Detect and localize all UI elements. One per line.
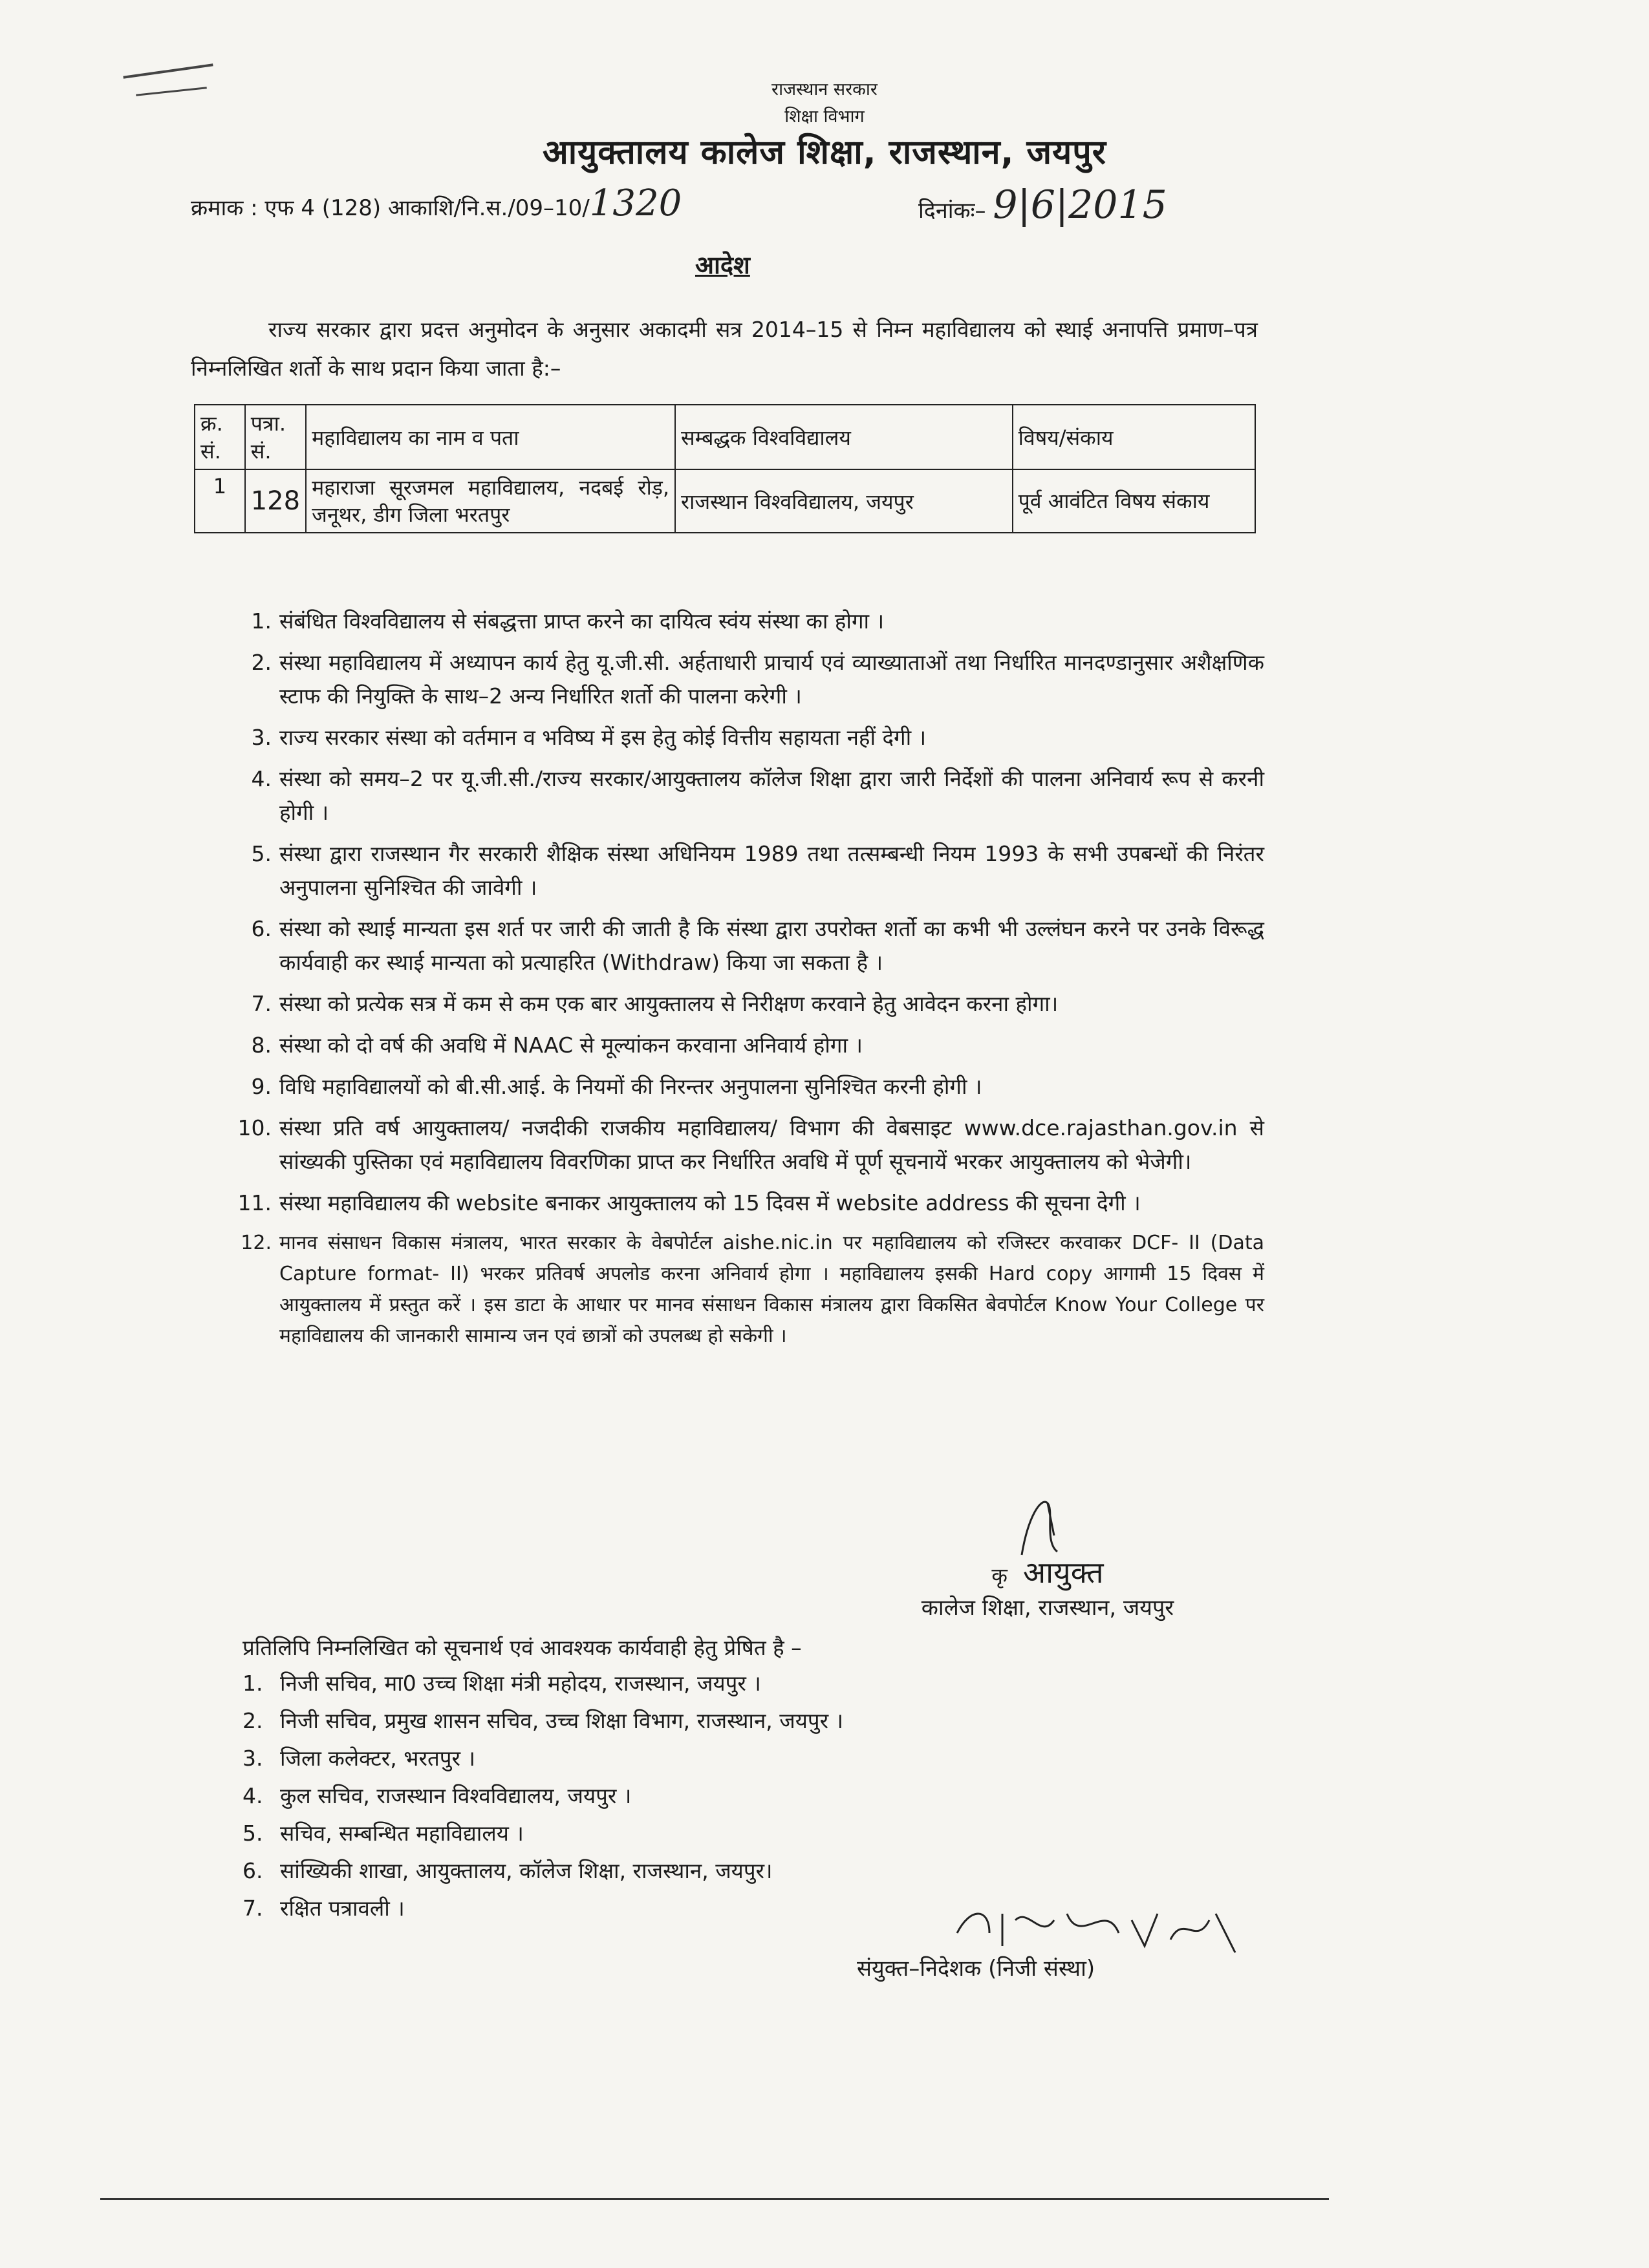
- list-item: [242, 1665, 843, 1702]
- item-text: संस्था प्रति वर्ष आयुक्तालय/ नजदीकी राजकीय महाविद्यालय/ विभाग की वेबसाइट www.dce.rajasthan.gov.in से सांख्यकी पुस्तिका एवं महाविद्यालय विवरणिका प्राप्त कर निर्धारित अवधि में पूर्ण सूचनायें भरकर आयुक्तालय को भेजेगी।: [279, 1115, 1264, 1174]
- item-number: 6.: [242, 1858, 263, 1883]
- item-text: मानव संसाधन विकास मंत्रालय, भारत सरकार के वेबपोर्टल aishe.nic.in पर महाविद्यालय को रजिस्टर करवाकर DCF- II (Data Capture format- II) भरकर प्रतिवर्ष अपलोड करना अनिवार्य होगा । महाविद्यालय इसकी Hard copy आगामी 15 दिवस में आयुक्तालय में प्रस्तुत करें । इस डाटा के आधार पर मानव संसाधन विकास मंत्रालय द्वारा विकसित बेवपोर्टल Know Your College पर महाविद्यालय की जानकारी सामान्य जन एवं छात्रों को उपलब्ध हो सकेगी ।: [279, 1232, 1264, 1347]
- table-cell: 1: [195, 469, 245, 533]
- reference-text: क्रमाक : एफ 4 (128) आकाशि/नि.स./09–10/: [191, 195, 590, 221]
- table-cell: 128: [245, 469, 306, 533]
- reference-number: [191, 182, 682, 224]
- list-item: [230, 1070, 1264, 1104]
- conditions-list: [230, 604, 1264, 1360]
- signatory-office: कालेज शिक्षा, राजस्थान, जयपुर: [921, 1595, 1174, 1621]
- item-text: संस्था द्वारा राजस्थान गैर सरकारी शैक्षिक संस्था अधिनियम 1989 तथा तत्सम्बन्धी नियम 1993 के सभी उपबन्धों की निरंतर अनुपालना सुनिश्चित की जावेगी ।: [279, 841, 1264, 900]
- intro-paragraph: राज्य सरकार द्वारा प्रदत्त अनुमोदन के अनुसार अकादमी सत्र 2014–15 से निम्न महाविद्यालय को स्थाई अनापत्ति प्रमाण–पत्र निम्नलिखित शर्तो के साथ प्रदान किया जाता है:–: [191, 317, 1258, 381]
- reference-handwritten: 1320: [589, 182, 682, 224]
- table-header-row: [195, 405, 1255, 469]
- header-dept: शिक्षा विभाग: [784, 107, 865, 127]
- item-number: 1.: [251, 608, 272, 634]
- list-item: [230, 912, 1264, 979]
- item-text: संस्था महाविद्यालय में अध्यापन कार्य हेतु यू.जी.सी. अर्हताधारी प्राचार्य एवं व्याख्याताओं तथा निर्धारित मानदण्डानुसार अशैक्षणिक स्टाफ की नियुक्ति के साथ–2 अन्य निर्धारित शर्तो की पालना करेगी ।: [279, 650, 1264, 709]
- item-number: 3.: [251, 725, 272, 750]
- list-item: [242, 1740, 843, 1777]
- copies-list: [242, 1665, 843, 1927]
- item-text: निजी सचिव, प्रमुख शासन सचिव, उच्च शिक्षा विभाग, राजस्थान, जयपुर ।: [280, 1708, 844, 1733]
- list-item: [242, 1890, 843, 1927]
- item-text: संस्था को दो वर्ष की अवधि में NAAC से मूल्यांकन करवाना अनिवार्य होगा ।: [279, 1032, 863, 1058]
- item-number: 9.: [251, 1074, 272, 1099]
- item-number: 5.: [242, 1821, 263, 1846]
- item-number: 10.: [237, 1115, 272, 1140]
- list-item: [230, 604, 1264, 638]
- list-item: [230, 1228, 1264, 1352]
- list-item: [230, 762, 1264, 829]
- bottom-rule: [100, 2198, 1329, 2200]
- item-number: 8.: [251, 1032, 272, 1058]
- order-title: आदेश: [695, 251, 750, 279]
- header-title: आयुक्तालय कालेज शिक्षा, राजस्थान, जयपुर: [542, 133, 1107, 172]
- item-number: 12.: [241, 1232, 272, 1254]
- date-line: [918, 182, 1167, 228]
- list-item: [230, 646, 1264, 713]
- list-item: [242, 1815, 843, 1852]
- table-cell: राजस्थान विश्वविद्यालय, जयपुर: [675, 469, 1013, 533]
- item-text: रक्षित पत्रावली ।: [280, 1896, 405, 1921]
- list-item: [230, 987, 1264, 1021]
- table-cell: महाराजा सूरजमल महाविद्यालय, नदबई रोड़, जनूथर, डीग जिला भरतपुर: [306, 469, 675, 533]
- item-number: 4.: [242, 1783, 263, 1808]
- signature-scribble: [1009, 1490, 1086, 1561]
- table-row: [195, 469, 1255, 533]
- item-number: 7.: [251, 991, 272, 1016]
- item-number: 2.: [242, 1708, 263, 1733]
- item-text: संबंधित विश्वविद्यालय से संबद्धत्ता प्राप्त करने का दायित्व स्वंय संस्था का होगा ।: [279, 608, 885, 634]
- item-text: कुल सचिव, राजस्थान विश्वविद्यालय, जयपुर ।: [280, 1783, 632, 1808]
- item-number: 6.: [251, 916, 272, 941]
- header-govt: राजस्थान सरकार: [771, 80, 878, 100]
- table-header: महाविद्यालय का नाम व पता: [306, 405, 675, 469]
- item-text: निजी सचिव, मा0 उच्च शिक्षा मंत्री महोदय, राजस्थान, जयपुर ।: [280, 1671, 761, 1696]
- signatory-name: आयुक्त: [1023, 1555, 1104, 1590]
- item-text: संस्था महाविद्यालय की website बनाकर आयुक्तालय को 15 दिवस में website address की सूचना देगी ।: [279, 1190, 1141, 1215]
- list-item: [242, 1702, 843, 1740]
- college-table: [194, 404, 1256, 533]
- item-text: संस्था को स्थाई मान्यता इस शर्त पर जारी की जाती है कि संस्था द्वारा उपरोक्त शर्तो का कभी भी उल्लंघन करने पर उनके विरूद्ध कार्यवाही कर स्थाई मान्यता को प्रत्याहरित (Withdraw) किया जा सकता है ।: [279, 916, 1264, 975]
- table-header: पत्रा. सं.: [245, 405, 306, 469]
- item-text: संस्था को समय–2 पर यू.जी.सी./राज्य सरकार/आयुक्तालय कॉलेज शिक्षा द्वारा जारी निर्देशों की पालना अनिवार्य रूप से करनी होगी ।: [279, 766, 1264, 825]
- signatory-block: [841, 1552, 1255, 1621]
- item-text: सचिव, सम्बन्धित महाविद्यालय ।: [280, 1821, 524, 1846]
- item-number: 5.: [251, 841, 272, 866]
- item-number: 3.: [242, 1746, 263, 1771]
- list-item: [230, 1186, 1264, 1220]
- item-text: राज्य सरकार संस्था को वर्तमान व भविष्य में इस हेतु कोई वित्तीय सहायता नहीं देगी ।: [279, 725, 927, 750]
- date-label: दिनांकः–: [918, 198, 986, 224]
- item-text: जिला कलेक्टर, भरतपुर ।: [280, 1746, 475, 1771]
- table-cell: पूर्व आवंटित विषय संकाय: [1013, 469, 1255, 533]
- list-item: [230, 1111, 1264, 1179]
- item-number: 1.: [242, 1671, 263, 1696]
- list-item: [242, 1777, 843, 1815]
- list-item: [230, 721, 1264, 754]
- item-number: 4.: [251, 766, 272, 791]
- joint-director-title: संयुक्त–निदेशक (निजी संस्था): [857, 1956, 1095, 1982]
- date-handwritten: 9|6|2015: [993, 182, 1167, 228]
- item-number: 11.: [237, 1190, 272, 1215]
- item-text: सांख्यिकी शाखा, आयुक्तालय, कॉलेज शिक्षा, राजस्थान, जयपुर।: [280, 1858, 773, 1883]
- copy-heading: प्रतिलिपि निम्नलिखित को सूचनार्थ एवं आवश्यक कार्यवाही हेतु प्रेषित है –: [242, 1635, 802, 1660]
- item-number: 2.: [251, 650, 272, 675]
- list-item: [242, 1852, 843, 1890]
- item-number: 7.: [242, 1896, 263, 1921]
- list-item: [230, 1029, 1264, 1062]
- signatory-prefix: कृ: [991, 1563, 1008, 1588]
- table-header: क्र. सं.: [195, 405, 245, 469]
- table-header: विषय/संकाय: [1013, 405, 1255, 469]
- item-text: संस्था को प्रत्येक सत्र में कम से कम एक बार आयुक्तालय से निरीक्षण करवाने हेतु आवेदन करना होगा।: [279, 991, 1059, 1016]
- table-header: सम्बद्धक विश्वविद्यालय: [675, 405, 1013, 469]
- list-item: [230, 837, 1264, 904]
- item-text: विधि महाविद्यालयों को बी.सी.आई. के नियमों की निरन्तर अनुपालना सुनिश्चित करनी होगी ।: [279, 1074, 982, 1099]
